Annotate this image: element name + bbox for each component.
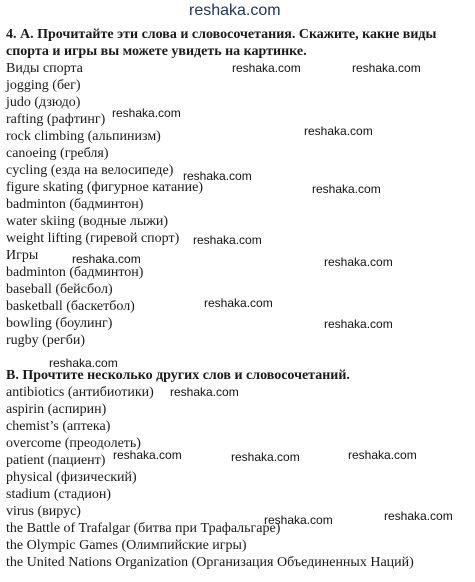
watermark: reshaka.com bbox=[231, 450, 300, 464]
list-item: rafting (рафтинг) bbox=[6, 112, 106, 127]
games-label: Игры bbox=[6, 248, 39, 263]
list-item: the Battle of Trafalgar (битва при Трафальгаре) bbox=[6, 521, 281, 536]
list-item: physical (физический) bbox=[6, 470, 137, 485]
section-a-heading-line-2: спорта и игры вы можете увидеть на картинке. bbox=[6, 44, 307, 59]
watermark: reshaka.com bbox=[170, 385, 239, 399]
list-item: jogging (бег) bbox=[6, 78, 81, 93]
list-item: overcome (преодолеть) bbox=[6, 436, 141, 451]
list-item: water skiing (водные лыжи) bbox=[6, 214, 169, 229]
list-item: badminton (бадминтон) bbox=[6, 265, 144, 280]
watermark: reshaka.com bbox=[112, 106, 181, 120]
watermark: reshaka.com bbox=[232, 61, 301, 75]
watermark: reshaka.com bbox=[312, 182, 381, 196]
watermark: reshaka.com bbox=[193, 233, 262, 247]
watermark: reshaka.com bbox=[49, 356, 118, 370]
list-item: rock climbing (альпинизм) bbox=[6, 129, 161, 144]
list-item: judo (дзюдо) bbox=[6, 95, 81, 110]
list-item: basketball (баскетбол) bbox=[6, 299, 135, 314]
watermark: reshaka.com bbox=[204, 296, 273, 310]
list-item: the Olympic Games (Олимпийские игры) bbox=[6, 538, 247, 553]
watermark: reshaka.com bbox=[304, 124, 373, 138]
watermark: reshaka.com bbox=[324, 317, 393, 331]
list-item: the United Nations Organization (Организация Объединенных Наций) bbox=[6, 555, 414, 570]
list-item: virus (вирус) bbox=[6, 504, 81, 519]
watermark: reshaka.com bbox=[264, 513, 333, 527]
list-item: rugby (регби) bbox=[6, 333, 86, 348]
watermark: reshaka.com bbox=[113, 448, 182, 462]
list-item: chemist’s (аптека) bbox=[6, 419, 111, 434]
watermark: reshaka.com bbox=[384, 509, 453, 523]
list-item: badminton (бадминтон) bbox=[6, 197, 144, 212]
list-item: weight lifting (гиревой спорт) bbox=[6, 231, 180, 246]
list-item: cycling (езда на велосипеде) bbox=[6, 163, 174, 178]
list-item: baseball (бейсбол) bbox=[6, 282, 113, 297]
list-item: stadium (стадион) bbox=[6, 487, 111, 502]
section-a-heading-line-1: 4. А. Прочитайте эти слова и словосочетания. Скажите, какие виды bbox=[6, 27, 437, 42]
watermark: reshaka.com bbox=[348, 448, 417, 462]
list-item: aspirin (аспирин) bbox=[6, 402, 107, 417]
list-item: canoeing (гребля) bbox=[6, 146, 109, 161]
watermark: reshaka.com bbox=[72, 252, 141, 266]
watermark: reshaka.com bbox=[324, 255, 393, 269]
sports-label: Виды спорта bbox=[6, 61, 83, 76]
list-item: figure skating (фигурное катание) bbox=[6, 180, 204, 195]
watermark: reshaka.com bbox=[183, 169, 252, 183]
watermark: reshaka.com bbox=[189, 2, 281, 19]
list-item: antibiotics (антибиотики) bbox=[6, 385, 154, 400]
section-b-heading: В. Прочтите несколько других слов и словосочетаний. bbox=[6, 368, 350, 383]
watermark: reshaka.com bbox=[352, 61, 421, 75]
list-item: bowling (боулинг) bbox=[6, 316, 113, 331]
list-item: patient (пациент) bbox=[6, 453, 106, 468]
